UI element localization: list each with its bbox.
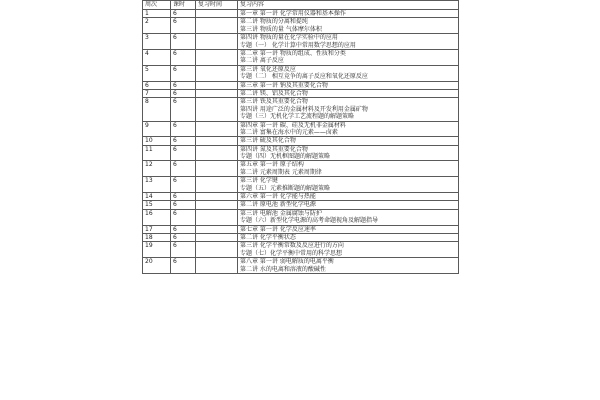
content-line: 第四讲 氮及其重要化合物	[240, 145, 308, 153]
content-line: 第二讲 原电池 新型化学电源	[240, 201, 316, 209]
table-row	[143, 209, 459, 225]
week-cell: 13	[143, 177, 171, 193]
review-time-cell	[196, 65, 238, 81]
review-time-cell	[196, 10, 238, 18]
content-cell	[238, 225, 459, 233]
week-cell: 3	[143, 34, 171, 50]
content-line: 第四讲 用途广泛的金属材料及开发利用金属矿物	[240, 105, 368, 113]
content-cell	[238, 98, 459, 121]
review-time-cell	[196, 193, 238, 201]
content-cell	[238, 137, 459, 145]
content-cell	[238, 145, 459, 161]
review-time-cell	[196, 34, 238, 50]
content-line: 专题（五）元素推断题的解题策略	[240, 184, 331, 192]
week-cell: 11	[143, 145, 171, 161]
content-line: 专题（一） 化学计算中常用数学思想的应用	[240, 41, 356, 49]
review-time-cell	[196, 161, 238, 177]
hours-cell: 6	[171, 121, 196, 137]
review-time-cell	[196, 121, 238, 137]
content-cell	[238, 89, 459, 97]
table-row	[143, 177, 459, 193]
table-row	[143, 201, 459, 209]
content-cell	[238, 161, 459, 177]
content-line: 第三章 第一讲 钠及其重要化合物	[240, 81, 328, 89]
hours-cell: 6	[171, 49, 196, 65]
content-line: 第二讲 镁、铝及其化合物	[240, 89, 308, 97]
content-cell	[238, 209, 459, 225]
hours-cell: 6	[171, 177, 196, 193]
week-cell: 9	[143, 121, 171, 137]
content-line: 第三讲 物质的量 气体摩尔体积	[240, 25, 322, 33]
hours-cell: 6	[171, 18, 196, 34]
content-line: 专题（七）化学平衡中常用的科学思想	[240, 249, 343, 257]
review-schedule-table	[142, 0, 459, 274]
week-cell: 19	[143, 242, 171, 258]
content-line: 第一章 第一讲 化学常用仪器和基本操作	[240, 10, 346, 17]
content-cell	[238, 242, 459, 258]
review-time-cell	[196, 81, 238, 89]
content-line: 第二章 第一讲 物质的组成、性质和分类	[240, 49, 346, 57]
table-row	[143, 225, 459, 233]
week-cell: 10	[143, 137, 171, 145]
hours-cell: 6	[171, 225, 196, 233]
header-review-content: 复习内容	[238, 1, 459, 10]
week-cell: 18	[143, 234, 171, 242]
hours-cell: 6	[171, 209, 196, 225]
table-row	[143, 121, 459, 137]
content-line: 第二讲 水的电离和溶液的酸碱性	[240, 265, 326, 273]
header-review-time: 复习时间	[196, 1, 238, 10]
content-cell	[238, 193, 459, 201]
content-line: 第五章 第一讲 原子结构	[240, 161, 304, 169]
content-line: 第四讲 物质的量在化学实验中的应用	[240, 34, 338, 42]
content-line: 第二讲 化学平衡状态	[240, 234, 296, 242]
review-time-cell	[196, 145, 238, 161]
hours-cell: 6	[171, 201, 196, 209]
table-row	[143, 49, 459, 65]
table-row	[143, 137, 459, 145]
content-line: 专题（六）新型化学电源的高考命题视角及解题指导	[240, 217, 379, 225]
week-cell: 14	[143, 193, 171, 201]
content-line: 第二讲 元素周期表 元素周期律	[240, 168, 322, 176]
hours-cell: 6	[171, 258, 196, 274]
table-row	[143, 145, 459, 161]
content-line: 第三讲 铁及其重要化合物	[240, 98, 308, 106]
week-cell: 12	[143, 161, 171, 177]
hours-cell: 6	[171, 234, 196, 242]
review-time-cell	[196, 209, 238, 225]
table-row	[143, 258, 459, 274]
hours-cell: 6	[171, 242, 196, 258]
hours-cell: 6	[171, 89, 196, 97]
hours-cell: 6	[171, 161, 196, 177]
table-row	[143, 98, 459, 121]
content-line: 第三讲 氧化还原反应	[240, 65, 296, 73]
week-cell: 5	[143, 65, 171, 81]
hours-cell: 6	[171, 137, 196, 145]
content-line: 第七章 第一讲 化学反应速率	[240, 225, 316, 233]
week-cell: 17	[143, 225, 171, 233]
content-line: 专题（二） 相互竞争的离子反应和氧化还原反应	[240, 73, 368, 81]
review-time-cell	[196, 18, 238, 34]
content-line: 第三讲 化学键	[240, 177, 278, 185]
table-body	[143, 10, 459, 274]
content-cell	[238, 65, 459, 81]
hours-cell: 6	[171, 98, 196, 121]
review-time-cell	[196, 201, 238, 209]
content-cell	[238, 258, 459, 274]
content-line: 专题（四）无机框图题的解题策略	[240, 153, 331, 161]
content-line: 第二讲 富集在海水中的元素——卤素	[240, 128, 338, 136]
week-cell: 6	[143, 81, 171, 89]
review-time-cell	[196, 242, 238, 258]
content-cell	[238, 177, 459, 193]
hours-cell: 6	[171, 65, 196, 81]
table-row	[143, 81, 459, 89]
hours-cell: 6	[171, 193, 196, 201]
content-line: 第二讲 物质的分离和提纯	[240, 18, 308, 26]
table-header-row	[143, 1, 459, 10]
header-week: 周次	[143, 1, 171, 10]
table-row	[143, 161, 459, 177]
content-cell	[238, 18, 459, 34]
table-row	[143, 18, 459, 34]
review-time-cell	[196, 258, 238, 274]
table-row	[143, 34, 459, 50]
content-cell	[238, 10, 459, 18]
content-line: 第八章 第一讲 弱电解质的电离平衡	[240, 258, 334, 266]
review-time-cell	[196, 225, 238, 233]
table-row	[143, 234, 459, 242]
review-schedule-sheet	[142, 0, 460, 400]
content-line: 第三讲 化学平衡常数及反应进行的方向	[240, 242, 344, 250]
hours-cell: 6	[171, 34, 196, 50]
table-row	[143, 193, 459, 201]
table-row	[143, 65, 459, 81]
content-cell	[238, 234, 459, 242]
content-line: 第六章 第一讲 化学能与热能	[240, 193, 316, 201]
content-line: 第三讲 电解池 金属腐蚀与防护	[240, 209, 322, 217]
week-cell: 15	[143, 201, 171, 209]
content-cell	[238, 121, 459, 137]
review-time-cell	[196, 89, 238, 97]
week-cell: 20	[143, 258, 171, 274]
week-cell: 2	[143, 18, 171, 34]
hours-cell: 6	[171, 81, 196, 89]
review-time-cell	[196, 177, 238, 193]
hours-cell: 6	[171, 10, 196, 18]
week-cell: 1	[143, 10, 171, 18]
content-line: 第三讲 硫及其化合物	[240, 137, 296, 145]
content-line: 第二讲 离子反应	[240, 57, 284, 65]
table-row	[143, 10, 459, 18]
content-line: 专题（三）无机化学工艺流程题的解题策略	[240, 113, 355, 121]
content-cell	[238, 81, 459, 89]
review-time-cell	[196, 137, 238, 145]
week-cell: 16	[143, 209, 171, 225]
review-time-cell	[196, 98, 238, 121]
hours-cell: 6	[171, 145, 196, 161]
week-cell: 4	[143, 49, 171, 65]
week-cell: 8	[143, 98, 171, 121]
table-row	[143, 242, 459, 258]
content-cell	[238, 49, 459, 65]
content-cell	[238, 201, 459, 209]
content-cell	[238, 34, 459, 50]
review-time-cell	[196, 234, 238, 242]
week-cell: 7	[143, 89, 171, 97]
table-row	[143, 89, 459, 97]
content-line: 第四章 第一讲 碳、硅及无机非金属材料	[240, 121, 346, 129]
review-time-cell	[196, 49, 238, 65]
header-hours: 课时	[171, 1, 196, 10]
